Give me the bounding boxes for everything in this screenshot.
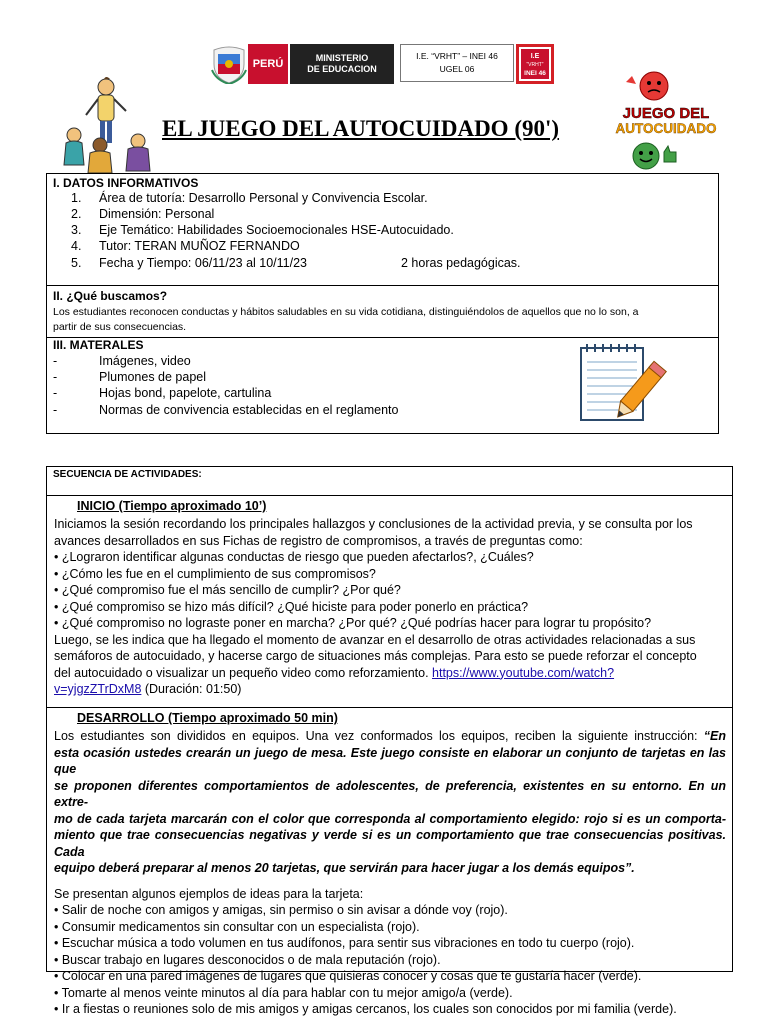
school-ugel: UGEL 06 — [439, 64, 475, 74]
inicio-body — [54, 516, 724, 698]
material-item-2: Plumones de papel — [99, 370, 207, 384]
inicio-line: semáforos de autocuidado, y hacerse cargo de situaciones más complejas. Para esto se puede reforzar el concepto — [54, 649, 697, 663]
section1-heading: I. DATOS INFORMATIVOS — [53, 176, 199, 190]
divider — [47, 337, 718, 338]
school-logo-mid: “VRHT” — [526, 62, 544, 68]
school-info-box — [400, 44, 514, 82]
ministry-banner — [290, 44, 394, 84]
peru-label — [248, 44, 288, 84]
datos-hours: 2 horas pedagógicas. — [401, 256, 521, 270]
material-item-1: Imágenes, video — [99, 354, 191, 368]
section2-heading: II. ¿Qué buscamos? — [53, 289, 168, 303]
instruction-line: mo de cada tarjeta marcarán con el color que corresponda al comportamiento elegido: rojo si es un comporta- — [54, 811, 726, 826]
datos-num-5: 5. — [71, 256, 82, 270]
inicio-question: • ¿Qué compromiso no lograste poner en marcha? ¿Por qué? ¿Qué podrías hacer para lograr tu propósito? — [54, 616, 652, 630]
datos-num-4: 4. — [71, 239, 82, 253]
children-illustration-icon — [60, 75, 156, 175]
example-item: • Escuchar música a todo volumen en tus audífonos, para sentir sus vibraciones en todo tu cuerpo (rojo). — [54, 936, 635, 950]
ministry-line2: DE EDUCACION — [307, 64, 377, 74]
desarrollo-intro-line — [54, 728, 726, 745]
example-item: • Tomarte al menos veinte minutos al día para hablar con tu mejor amigo/a (verde). — [54, 985, 513, 1000]
instruction-line: se proponen diferentes comportamientos de adolescentes, de preferencia, existentes en su entorno. En un extre- — [54, 778, 726, 809]
game-logo-line2: AUTOCUIDADO — [615, 121, 717, 136]
secuencia-actividades-box — [46, 466, 733, 1016]
school-name: I.E. “VRHT” – INEI 46 — [416, 51, 498, 61]
youtube-link[interactable]: https://www.youtube.com/watch? — [432, 665, 615, 680]
school-logo-top: I.E — [530, 53, 540, 60]
datos-item-2: Dimensión: Personal — [99, 207, 215, 221]
inicio-link-line2 — [54, 681, 724, 698]
inicio-line: Luego, se les indica que ha llegado el momento de avanzar en el desarrollo de otras actividades relacionadas a sus — [54, 632, 696, 647]
inicio-link-prefix: del autocuidado o visualizar un pequeño video como reforzamiento. — [54, 665, 433, 680]
peru-text: PERÚ — [252, 58, 284, 70]
datos-num-1: 1. — [71, 191, 82, 205]
datos-num-3: 3. — [71, 223, 82, 237]
video-duration: (Duración: 01:50) — [141, 682, 242, 696]
ministry-line1: MINISTERIO — [315, 53, 369, 63]
section3-heading: III. MATERALES — [53, 338, 144, 352]
desarrollo-body — [54, 728, 726, 1018]
material-dash: - — [53, 354, 58, 368]
datos-num-2: 2. — [71, 207, 82, 221]
example-item: • Consumir medicamentos sin consultar con un especialista (rojo). — [54, 919, 420, 934]
notepad-pencil-icon — [577, 344, 669, 426]
example-item: • Buscar trabajo en lugares desconocidos o de mala reputación (rojo). — [54, 952, 441, 967]
examples-intro: Se presentan algunos ejemplos de ideas para la tarjeta: — [54, 886, 364, 901]
material-item-3: Hojas bond, papelote, cartulina — [99, 386, 272, 400]
instruction-line: miento que trae consecuencias negativas y verde si es un comportamiento que trae consecuencias positivas. Cada — [54, 828, 726, 859]
inicio-question: • ¿Qué compromiso fue el más sencillo de cumplir? ¿Por qué? — [54, 583, 401, 597]
school-logo-bottom: INEI 46 — [524, 70, 546, 77]
peru-coat-of-arms-icon — [210, 44, 248, 84]
datos-item-4: Tutor: TERAN MUÑOZ FERNANDO — [99, 239, 300, 253]
section2-text-line2: partir de sus consecuencias. — [53, 321, 187, 333]
youtube-link-cont[interactable]: v=yjgzZTrDxM8 — [54, 682, 142, 696]
inicio-line: Iniciamos la sesión recordando los principales hallazgos y conclusiones de la actividad previa, y se consulta por los — [54, 517, 693, 531]
datos-item-1: Área de tutoría: Desarrollo Personal y Convivencia Escolar. — [99, 191, 428, 205]
divider — [47, 285, 718, 286]
inicio-question: • ¿Cómo les fue en el cumplimiento de sus compromisos? — [54, 566, 376, 581]
inicio-line: avances desarrollados en sus Fichas de registro de compromisos, a través de preguntas como: — [54, 533, 583, 548]
school-logo-icon — [516, 44, 554, 84]
material-item-4: Normas de convivencia establecidas en el reglamento — [99, 403, 399, 417]
desarrollo-intro: Los estudiantes son divididos en equipos. Una vez conformados los equipos, reciben la siguiente instrucción: — [54, 729, 704, 743]
desarrollo-title: DESARROLLO (Tiempo aproximado 50 min) — [77, 711, 338, 725]
datos-informativos-box — [46, 173, 719, 434]
datos-item-5: Fecha y Tiempo: 06/11/23 al 10/11/23 — [99, 256, 308, 270]
instruction-line: esta ocasión ustedes crearán un juego de mesa. Este juego consiste en elaborar un conjunto de tarjetas en las que — [54, 745, 726, 776]
activities-heading: SECUENCIA DE ACTIVIDADES: — [53, 469, 202, 480]
material-dash: - — [53, 370, 58, 384]
inicio-title: INICIO (Tiempo aproximado 10’) — [77, 499, 267, 513]
divider — [47, 495, 732, 496]
example-item: • Ir a fiestas o reuniones solo de mis amigos y amigas cercanos, los cuales son conocidos por mi familia (verde). — [54, 1002, 677, 1016]
game-logo-icon — [608, 70, 724, 174]
game-logo-line1: JUEGO DEL — [622, 105, 710, 122]
inicio-question: • ¿Qué compromiso se hizo más difícil? ¿Qué hiciste para poder ponerlo en práctica? — [54, 599, 529, 614]
material-dash: - — [53, 386, 58, 400]
divider — [47, 707, 732, 708]
datos-item-3: Eje Temático: Habilidades Socioemocionales HSE-Autocuidado. — [99, 223, 454, 237]
section2-text-line1: Los estudiantes reconocen conductas y hábitos saludables en su vida cotidiana, distinguiéndolos de aquellos que no lo son, a — [53, 306, 639, 318]
material-dash: - — [53, 403, 58, 417]
instruction-line: equipo deberá preparar al menos 20 tarjetas, que servirán para hacer jugar a los demás equipos”. — [54, 861, 635, 875]
inicio-question: • ¿Lograron identificar algunas conductas de riesgo que pueden afectarlos?, ¿Cuáles? — [54, 550, 534, 564]
example-item: • Colocar en una pared imágenes de lugares que quisieras conocer y cosas que te gustaría hacer (verde). — [54, 969, 642, 983]
inicio-link-line — [54, 665, 724, 682]
instruction-start: “En — [703, 729, 726, 743]
example-item: • Salir de noche con amigos y amigas, sin permiso o sin avisar a dónde voy (rojo). — [54, 903, 508, 917]
page-title: EL JUEGO DEL AUTOCUIDADO (90') — [162, 116, 560, 141]
spacer — [54, 877, 726, 886]
